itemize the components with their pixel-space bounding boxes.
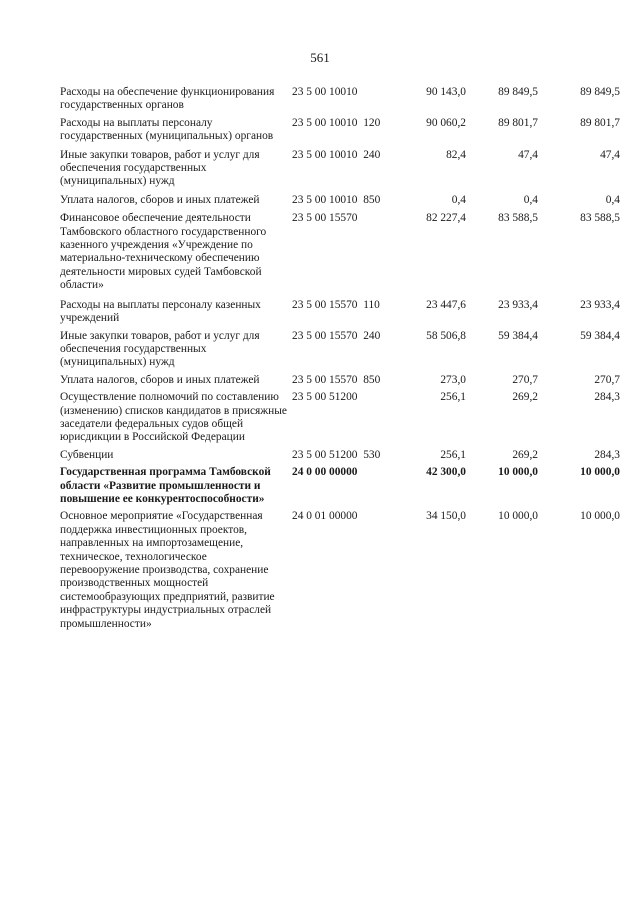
value-1: 273,0 [440,373,466,386]
table-row [60,466,620,506]
budget-code: 23 5 00 10010 [292,86,358,98]
budget-code: 23 5 00 15570 110 [292,298,380,311]
row-name: Иные закупки товаров, работ и услуг для обеспечения государственных (муниципальных) нужд [60,329,260,369]
value-3: 23 933,4 [580,298,620,311]
value-3: 89 849,5 [580,86,620,98]
value-2: 89 801,7 [498,116,538,129]
value-3: 270,7 [594,373,620,386]
value-2: 269,2 [512,448,538,461]
row-name: Субвенции [60,448,114,461]
table-row [60,449,620,462]
value-2: 23 933,4 [498,298,538,311]
budget-code: 23 5 00 15570 [292,212,358,225]
value-2: 270,7 [512,373,538,386]
value-1: 34 150,0 [426,510,466,523]
value-1: 82,4 [446,148,466,161]
budget-code: 23 5 00 10010 850 [292,193,381,206]
budget-code: 24 0 00 00000 [292,466,358,479]
table-row [60,510,620,631]
budget-code: 23 5 00 51200 530 [292,448,381,461]
value-1: 58 506,8 [426,329,466,342]
budget-code: 23 5 00 10010 120 [292,116,381,129]
table-row [60,194,620,207]
row-name: Расходы на обеспечение функционирования государственных органов [60,86,275,112]
value-2: 59 384,4 [498,329,538,342]
value-2: 269,2 [512,391,538,404]
value-3: 0,4 [605,193,620,206]
value-3: 89 801,7 [580,116,620,129]
table-row [60,86,620,113]
value-1: 42 300,0 [426,466,466,479]
value-3: 284,3 [594,391,620,404]
row-name: Расходы на выплаты персоналу государственных (муниципальных) органов [60,116,274,143]
value-1: 23 447,6 [426,298,466,311]
value-2: 47,4 [518,148,538,161]
row-name: Государственная программа Тамбовской области «Развитие промышленности и повышение ее конкурентоспособности» [60,466,271,505]
page-number: 561 [310,50,330,65]
table-row [60,149,620,189]
table-row [60,374,620,387]
value-1: 256,1 [440,448,466,461]
table-row [60,330,620,370]
value-3: 59 384,4 [580,329,620,342]
value-3: 10 000,0 [580,510,620,523]
row-name: Основное мероприятие «Государственная поддержка инвестиционных проектов, направленных на импортозамещение, техническое, технологическое перевооружение производства, сохранение производственных мощностей системообразующих предприятий, развитие инфраструктуры индустриальных отраслей промышленности» [60,510,275,630]
budget-code: 23 5 00 10010 240 [292,148,381,161]
value-3: 284,3 [594,448,620,461]
value-3: 10 000,0 [580,466,620,479]
row-name: Финансовое обеспечение деятельности Тамбовского областного государственного казенного учреждения «Учреждение по материально-техническому обеспечению деятельности мировых судей Тамбовской области» [60,212,267,292]
table-row [60,212,620,292]
value-2: 10 000,0 [498,510,538,523]
value-2: 10 000,0 [498,466,538,479]
value-2: 0,4 [523,193,538,206]
value-2: 89 849,5 [498,86,538,98]
value-1: 0,4 [451,193,466,206]
value-3: 83 588,5 [580,212,620,225]
budget-code: 23 5 00 51200 [292,391,358,404]
budget-code: 24 0 01 00000 [292,510,358,523]
value-2: 83 588,5 [498,212,538,225]
row-name: Иные закупки товаров, работ и услуг для обеспечения государственных (муниципальных) нужд [60,148,260,188]
row-name: Расходы на выплаты персоналу казенных учреждений [60,298,261,325]
table-row [60,299,620,326]
budget-table [60,86,620,635]
value-1: 256,1 [440,391,466,404]
row-name: Уплата налогов, сборов и иных платежей [60,193,260,206]
value-1: 90 143,0 [426,86,466,98]
value-1: 90 060,2 [426,116,466,129]
row-name: Уплата налогов, сборов и иных платежей [60,373,260,386]
table-row [60,117,620,144]
row-name: Осуществление полномочий по составлению (изменению) списков кандидатов в присяжные заседатели федеральных судов общей юрисдикции в Российской Федерации [60,391,287,444]
table-row [60,391,620,445]
value-1: 82 227,4 [426,212,466,225]
value-3: 47,4 [600,148,620,161]
budget-code: 23 5 00 15570 850 [292,373,381,386]
budget-code: 23 5 00 15570 240 [292,329,381,342]
